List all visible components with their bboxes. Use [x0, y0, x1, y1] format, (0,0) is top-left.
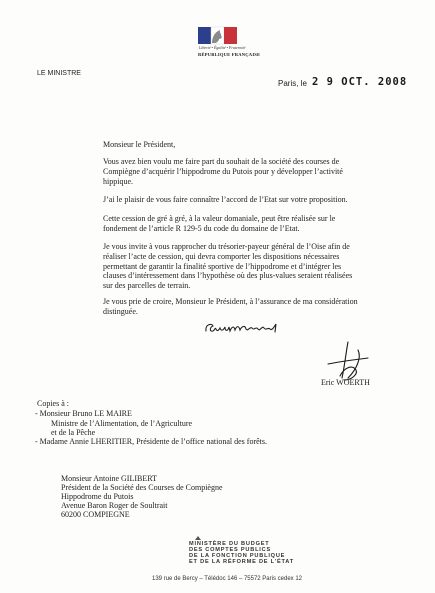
paragraph-line: Vous avez bien voulu me faire part du souhait de la société des courses de	[103, 157, 340, 166]
paragraph-5	[103, 297, 393, 317]
republic-motto: Liberté • Égalité • Fraternité	[199, 45, 246, 50]
republic-label: RÉPUBLIQUE FRANÇAISE	[198, 52, 261, 57]
paragraph-line: permettant de garantir la finalité sportive de l’hippodrome et d’intégrer les	[103, 261, 342, 271]
handwritten-closing	[202, 318, 286, 341]
recipient-line: Hippodrome du Putois	[61, 492, 134, 501]
paragraph-line: Je vous invite à vous rapprocher du trésorier-payeur général de l’Oise afin de	[103, 242, 350, 251]
ministry-line: MINISTÈRE DU BUDGET	[189, 541, 270, 547]
paragraph-line: J’ai le plaisir de vous faire connaître l’accord de l’Etat sur votre proposition.	[103, 195, 348, 204]
recipient-line: Monsieur Antoine GILIBERT	[61, 474, 157, 483]
copies-label: Copies à :	[37, 399, 69, 408]
paragraph-4	[103, 242, 393, 291]
recipient-line: Président de la Société des Courses de Compiègne	[61, 483, 223, 492]
sender-title: LE MINISTRE	[37, 70, 81, 77]
copies-line: Ministre de l’Alimentation, de l’Agriculture	[51, 419, 193, 428]
ministry-line: DE LA FONCTION PUBLIQUE	[189, 553, 286, 560]
date-prefix: Paris, le	[278, 79, 307, 88]
salutation: Monsieur le Président,	[103, 140, 176, 149]
copies-line: et de la Pêche	[51, 428, 96, 437]
ministry-name	[189, 541, 294, 566]
copies-line: - Monsieur Bruno LE MAIRE	[35, 409, 132, 418]
paragraph-2	[103, 195, 393, 205]
copies-line: - Madame Annie LHERITIER, Présidente de l’office national des forêts.	[35, 437, 268, 446]
paragraph-line: réaliser l’acte de cession, qui devra comporter les dispositions nécessaires	[103, 251, 340, 261]
recipient-line: 60200 COMPIEGNE	[61, 510, 130, 519]
paragraph-line: sur des parcelles de terrain.	[103, 281, 191, 290]
ministry-line: DES COMPTES PUBLICS	[189, 547, 272, 554]
paragraph-line: Je vous prie de croire, Monsieur le Président, à l’assurance de ma considération	[103, 297, 358, 306]
signatory-name: Eric WOERTH	[321, 378, 370, 387]
marianne-flag-icon	[197, 26, 239, 46]
paragraph-1	[103, 157, 393, 186]
paragraph-line: Cette cession de gré à gré, à la valeur domaniale, peut être réalisée sur le	[103, 214, 336, 223]
paragraph-3	[103, 214, 393, 234]
paragraph-line: distinguée.	[103, 306, 138, 316]
paragraph-line: fondement de l’article R 129-5 du code du domaine de l’Etat.	[103, 223, 300, 233]
ministry-address: 139 rue de Bercy – Télédoc 146 – 75572 Paris cedex 12	[152, 576, 302, 582]
handwritten-closing-icon	[202, 318, 286, 338]
paragraph-line: hippique.	[103, 176, 133, 186]
date-stamp: 2 9 OCT. 2008	[312, 76, 408, 88]
ministry-line: ET DE LA RÉFORME DE L’ÉTAT	[189, 559, 294, 566]
paragraph-line: clauses d’intéressement dans l’hypothèse où des plus-values seraient réalisées	[103, 271, 353, 281]
paragraph-line: Compiègne d’acquérir l’hippodrome du Putois pour y développer l’activité	[103, 166, 343, 176]
recipient-line: Avenue Baron Roger de Soultrait	[61, 501, 168, 510]
